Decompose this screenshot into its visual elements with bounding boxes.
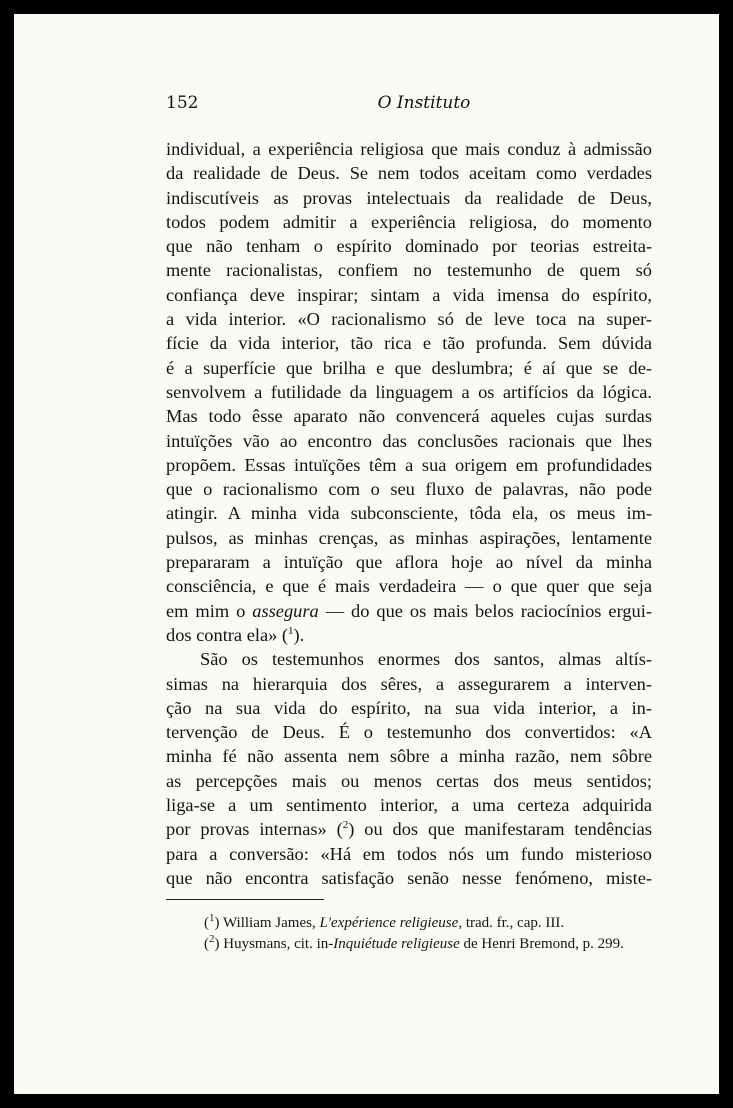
book-page (14, 14, 719, 1094)
text-line: pulsos, as minhas crenças, as minhas aspirações, lentamente (166, 527, 652, 548)
text-line: simas na hierarquia dos sêres, a assegurarem a interven- (166, 673, 652, 694)
text-line: para a conversão: «Há em todos nós um fundo misterioso (166, 843, 652, 864)
text-line: fície da vida interior, tão rica e tão profunda. Sem dúvida (166, 333, 652, 354)
footnote-author: William James, (219, 915, 320, 931)
text-line: todos podem admitir a experiência religiosa, do momento (166, 211, 652, 232)
text-line: consciência, e que é mais verdadeira — o que quer que seja (166, 576, 652, 597)
page-number: 152 (166, 93, 199, 113)
italic-word: assegura (252, 600, 319, 621)
text-line: propõem. Essas intuïções têm a sua origem em profundidades (166, 454, 652, 475)
footnote-title: L'expérience religieuse (319, 915, 459, 931)
text-line: tervenção de Deus. É o testemunho dos convertidos: «A (166, 722, 652, 743)
text-line: minha fé não assenta nem sôbre a minha razão, nem sôbre (166, 746, 652, 767)
footnote-author: Huysmans, cit. in- (219, 936, 334, 952)
text-line: São os testemunhos enormes dos santos, almas altís- (200, 649, 652, 670)
text-segment: — do que os mais belos raciocínios ergui- (318, 600, 652, 621)
text-line: prepararam a intuïção que aflora hoje ao nível da minha (166, 552, 652, 573)
footnote-rest: de Henri Bremond, p. 299. (459, 936, 624, 952)
text-segment: ). (293, 624, 305, 645)
text-line: confiança deve inspirar; sintam a vida imensa do espírito, (166, 284, 652, 305)
footnotes (204, 913, 654, 955)
text-line (166, 623, 652, 647)
text-line: que o racionalismo com o seu fluxo de palavras, não pode (166, 479, 652, 500)
text-line: liga-se a um sentimento interior, a uma certeza adquirida (166, 795, 652, 816)
text-line: senvolvem a futilidade da linguagem a os artifícios da lógica. (166, 381, 652, 402)
text-segment: por provas internas» ( (166, 819, 343, 840)
footnote-rest: , trad. fr., cap. III. (458, 915, 565, 931)
text-segment: ) ou dos que manifestaram tendências (348, 819, 653, 840)
text-line: atingir. A minha vida subconsciente, tôda ela, os meus im- (166, 503, 652, 524)
footnote-2: ($^2$) Huysmans, cit. in-Inquiétude religieuse de Henri Bremond, p. 299. (204, 933, 624, 952)
footnote-title: Inquiétude religieuse (333, 936, 460, 952)
footnote-marker: 1 (209, 912, 215, 924)
text-line: mente racionalistas, confiem no testemunho de quem só (166, 260, 652, 281)
page-header (166, 93, 652, 117)
text-line: que não tenham o espírito dominado por teorias estreita- (166, 236, 652, 257)
text-line: intuïções vão ao encontro das conclusões racionais que lhes (166, 430, 652, 451)
footnote-ref-2: 2 (342, 819, 349, 832)
text-line: da realidade de Deus. Se nem todos aceitam como verdades (166, 163, 652, 184)
text-line (166, 817, 652, 841)
text-line: Mas todo êsse aparato não convencerá aqueles cujas surdas (166, 406, 652, 427)
text-line: indiscutíveis as provas intelectuais da realidade de Deus, (166, 187, 652, 208)
footnote-ref-1: 1 (288, 624, 294, 637)
footnote-1: ($^1$) William James, L'expérience religieuse, trad. fr., cap. III. (204, 912, 565, 931)
text-line (166, 599, 652, 623)
footnote-marker: 2 (209, 933, 215, 945)
footnote-divider (166, 899, 324, 900)
text-line: individual, a experiência religiosa que mais conduz à admissão (166, 139, 652, 159)
text-line: é a superfície que brilha e que deslumbra; é aí que se de- (166, 357, 652, 378)
text-line: as percepções mais ou menos certas dos meus sentidos; (166, 770, 652, 791)
running-title: O Instituto (377, 93, 471, 113)
text-segment: em mim o (166, 600, 253, 621)
text-line: ção na sua vida do espírito, na sua vida interior, a in- (166, 697, 652, 718)
text-line: a vida interior. «O racionalismo só de leve toca na super- (166, 309, 652, 330)
body-text (166, 137, 652, 890)
text-segment: dos contra ela» ( (166, 624, 289, 645)
text-line: que não encontra satisfação senão nesse fenómeno, miste- (166, 867, 652, 888)
